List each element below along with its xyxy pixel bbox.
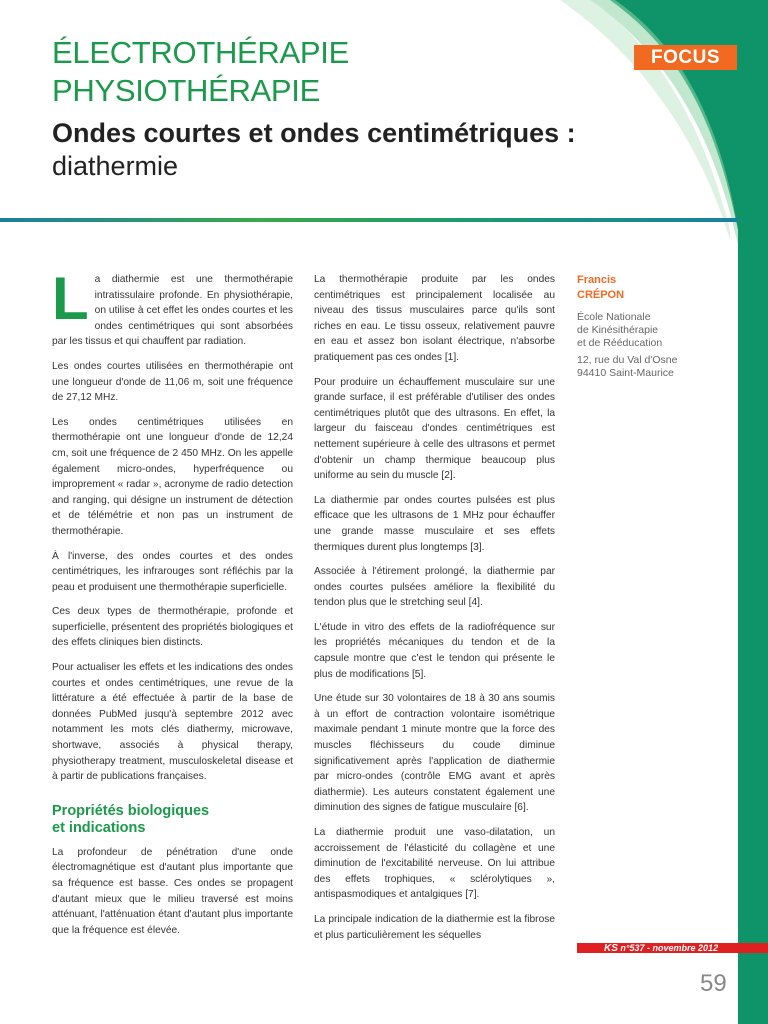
paragraph: La profondeur de pénétration d'une onde électromagnétique est d'autant plus importante que sa fréquence est basse. Ces ondes se propagent d'autant mieux que le milieu traversé est moins atténuant, l'atténuation étant d'autant plus importante que la fréquence est élevée. — [52, 846, 293, 936]
focus-badge: FOCUS — [634, 45, 737, 70]
author-affiliation — [577, 311, 727, 380]
paragraph: La thermothérapie produite par les ondes centimétriques est principalement localisée au niveau des tissus musculaires parce qu'ils sont riches en eau. Le tissu osseux, relativement pauvre en eau et assez bon isolant électrique, n'absorbe pratiquement pas ces ondes [1]. — [314, 274, 555, 363]
affiliation-line: de Kinésithérapie — [577, 324, 659, 336]
intro-paragraph — [52, 265, 293, 350]
paragraph: Associée à l'étirement prolongé, la diathermie par ondes courtes pulsées améliore la flexibilité du tendon plus que le stretching seul [4]. — [314, 566, 555, 609]
paragraph: Une étude sur 30 volontaires de 18 à 30 ans soumis à un effort de contraction volontaire isométrique maximale pendant 1 minute montre que la force des muscles fléchisseurs du coude diminue significativement après l'application de diathermie par micro-ondes (contrôle EMG avant et après diathermie). Les auteurs constatent également une diminution des signes de fatigue musculaire [6]. — [314, 693, 555, 814]
affiliation-line: École Nationale — [577, 311, 651, 323]
affiliation-line: et de Rééducation — [577, 337, 663, 349]
text-column-1 — [52, 265, 293, 947]
paragraph: À l'inverse, des ondes courtes et des ondes centimétriques, les infrarouges sont réfléchis par la peau et produisent une thermothérapie superficielle. — [52, 550, 293, 593]
page-number: 59 — [700, 970, 727, 997]
section-title-line1: ÉLECTROTHÉRAPIE — [52, 35, 349, 70]
author-block — [577, 273, 727, 380]
journal-name: KS — [604, 943, 618, 954]
side-green-bar — [738, 0, 768, 1024]
paragraph: La diathermie par ondes courtes pulsées est plus efficace que les ultrasons de 1 MHz pour échauffer une grande masse musculaire et ses effets thermiques durent plus longtemps [3]. — [314, 494, 555, 553]
paragraph-text: a diathermie est une thermothérapie intratissulaire profonde. En physiothérapie, on utilise à cet effet les ondes courtes et les ondes centimétriques qui sont absorbées par les tissus et qui chauffent par radiation. — [52, 274, 293, 348]
header-divider — [0, 218, 738, 222]
section-heading-line2: et indications — [52, 819, 146, 836]
address-line: 12, rue du Val d'Osne — [577, 354, 678, 366]
text-column-2 — [314, 272, 555, 952]
paragraph: La diathermie produit une vaso-dilatation, un accroissement de l'élasticité du collagène et une diminution de l'excitabilité nerveuse. On lui attribue des effets trophiques, « sclérolytiques », antispasmodiques et antalgiques [7]. — [314, 827, 555, 901]
section-title-line2: PHYSIOTHÉRAPIE — [52, 73, 320, 108]
author-last-name: CRÉPON — [577, 289, 625, 301]
paragraph: La principale indication de la diathermie est la fibrose et plus particulièrement les séquelles — [314, 913, 555, 941]
paragraph: Les ondes centimétriques utilisées en thermothérapie ont une longueur d'onde de 12,24 cm, soit une fréquence de 2 450 MHz. On les appelle également micro-ondes, hyperfréquence ou improprement « radar », acronyme de radio detection and ranging, qui désigne un instrument de détection et de télémétrie et non pas un instrument de thermothérapie. — [52, 416, 293, 537]
paragraph: Pour actualiser les effets et les indications des ondes courtes et ondes centimétriques, une revue de la littérature a été effectuée à partir de la base de données PubMed jusqu'à septembre 2012 avec notamment les mots clés diathermy, microwave, shortwave, associés à physical therapy, physiotherapy treatment, musculoskeletal disease et à partir de publications françaises. — [52, 662, 293, 783]
journal-issue: n°537 - novembre 2012 — [620, 943, 719, 953]
paragraph: Les ondes courtes utilisées en thermothérapie ont une longueur d'onde de 11,06 m, soit une fréquence de 27,12 MHz. — [52, 360, 293, 404]
paragraph: Pour produire un échauffement musculaire sur une grande surface, il est préférable d'utiliser des ondes centimétriques plutôt que des ultrasons. En effet, la largeur du faisceau d'ondes centimétriques est nettement supérieure à celle des ultrasons et permet d'obtenir un champ thermique beaucoup plus uniforme au sein du muscle [2]. — [314, 376, 555, 482]
section-heading — [52, 803, 293, 837]
journal-footer — [604, 942, 718, 955]
author-first-name: Francis — [577, 274, 617, 286]
address-line: 94410 Saint-Maurice — [577, 367, 674, 379]
paragraph: Ces deux types de thermothérapie, profonde et superficielle, présentent des propriétés biologiques et des effets cliniques bien distincts. — [52, 606, 293, 649]
section-heading-line1: Propriétés biologiques — [52, 802, 210, 819]
drop-cap: L — [52, 265, 89, 332]
article-subtitle: diathermie — [52, 151, 179, 181]
article-title: Ondes courtes et ondes centimétriques : — [52, 118, 576, 148]
paragraph: L'étude in vitro des effets de la radiofréquence sur les propriétés mécaniques du tendon et de la capsule montre que c'est le tendon qui présente le plus de modifications [5]. — [314, 621, 555, 680]
